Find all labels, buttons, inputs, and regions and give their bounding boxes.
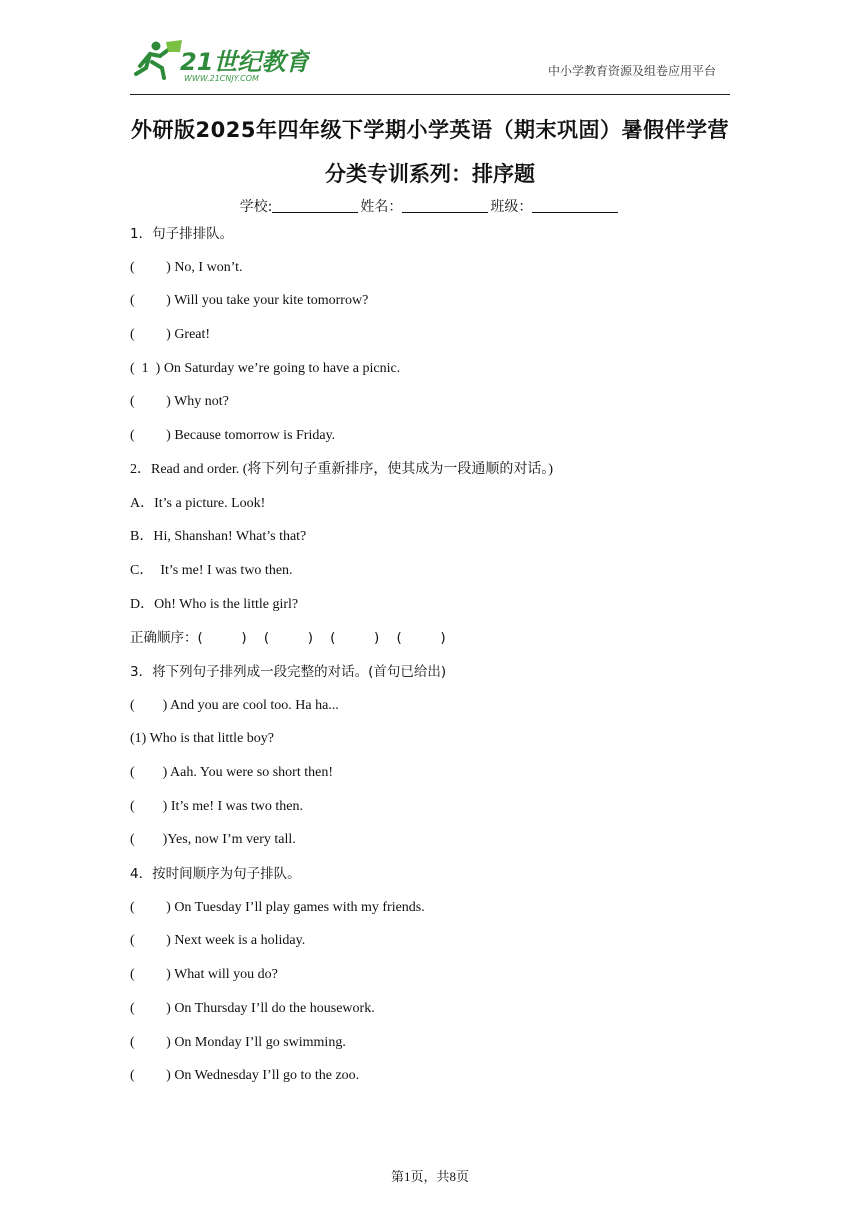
logo-text: 21世纪教育 xyxy=(180,48,310,76)
question-2-option: C． It’s me! I was two then. xyxy=(130,562,293,578)
question-1-item: ( ) Because tomorrow is Friday. xyxy=(130,428,336,444)
question-4-item: ( ) On Wednesday I’ll go to the zoo. xyxy=(130,1068,360,1084)
name-blank[interactable] xyxy=(402,198,488,213)
page-header xyxy=(130,36,730,96)
question-1-item: ( ) Why not? xyxy=(130,394,229,410)
question-content xyxy=(130,224,730,1100)
question-1-item: ( ) Great! xyxy=(130,327,211,343)
question-1-heading: 1．句子排排队。 xyxy=(130,226,234,242)
question-1-item: ( ) Will you take your kite tomorrow? xyxy=(130,293,369,309)
logo-url-text: WWW.21CNJY.COM xyxy=(184,74,259,83)
class-label: 班级： xyxy=(490,199,533,215)
document-title-line2: 分类专训系列：排序题 xyxy=(325,162,535,186)
question-2-option: B．Hi, Shanshan! What’s that? xyxy=(130,529,307,545)
question-3-item: (1) Who is that little boy? xyxy=(130,731,274,747)
question-4-item: ( ) Next week is a holiday. xyxy=(130,933,306,949)
question-2-option: A．It’s a picture. Look! xyxy=(130,495,266,511)
question-2-option: D．Oh! Who is the little girl? xyxy=(130,596,299,612)
name-label: 姓名： xyxy=(360,199,403,215)
question-3-item: ( ) It’s me! I was two then. xyxy=(130,798,304,814)
student-info-line xyxy=(0,196,860,216)
question-1-item: ( ) No, I won’t. xyxy=(130,259,243,275)
class-blank[interactable] xyxy=(532,198,618,213)
question-4-item: ( ) On Tuesday I’ll play games with my friends. xyxy=(130,899,425,915)
question-3-item: ( ) And you are cool too. Ha ha... xyxy=(130,697,339,713)
header-platform-text: 中小学教育资源及组卷应用平台 xyxy=(547,64,716,78)
question-4-item: ( ) On Monday I’ll go swimming. xyxy=(130,1034,346,1050)
question-3-item: ( )Yes, now I’m very tall. xyxy=(130,832,296,848)
question-3-heading: 3．将下列句子排列成一段完整的对话。(首句已给出) xyxy=(130,663,447,680)
school-label: 学校: xyxy=(239,199,273,215)
school-blank[interactable] xyxy=(272,198,358,213)
question-1-item: ( 1 ) On Saturday we’re going to have a picnic. xyxy=(130,360,401,376)
document-title-line1: 外研版2025年四年级下学期小学英语（期末巩固）暑假伴学营 xyxy=(131,118,729,142)
question-2-answer-line: 正确顺序：( ) ( ) ( ) ( ) xyxy=(130,630,446,647)
logo-21cnjy xyxy=(130,38,310,84)
question-2-heading: 2．Read and order. (将下列句子重新排序，使其成为一段通顺的对话。) xyxy=(130,461,554,477)
question-4-item: ( ) On Thursday I’ll do the housework. xyxy=(130,1000,375,1016)
question-4-heading: 4．按时间顺序为句子排队。 xyxy=(130,866,301,883)
header-divider xyxy=(130,94,730,95)
question-4-item: ( ) What will you do? xyxy=(130,967,278,983)
page-footer: 第1页，共8页 xyxy=(390,1169,469,1184)
question-3-item: ( ) Aah. You were so short then! xyxy=(130,765,333,780)
